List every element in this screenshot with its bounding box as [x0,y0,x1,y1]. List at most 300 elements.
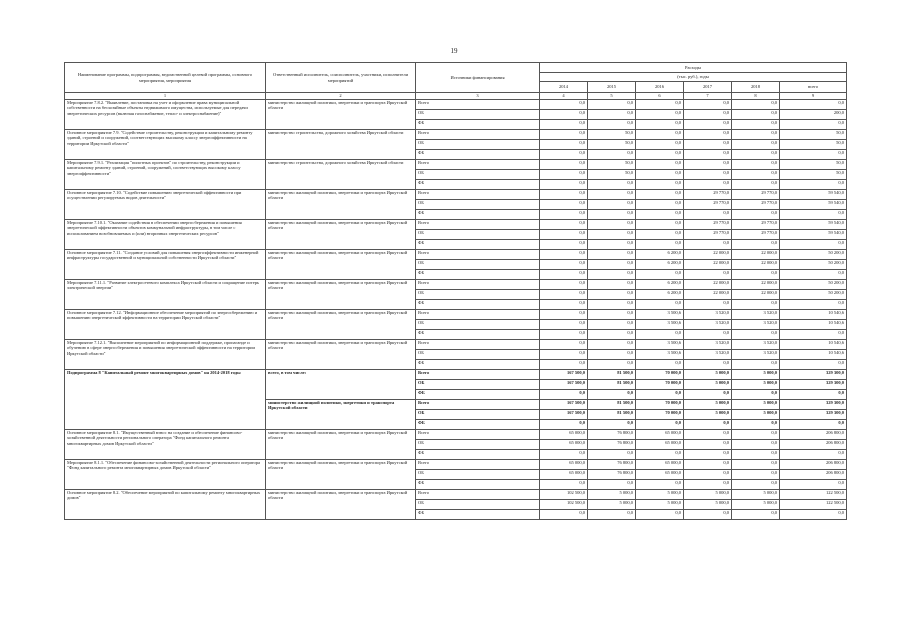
executor-name: министерство жилищной политики, энергетики и транспорта Иркутской области [266,280,416,310]
amount-cell: 0,0 [540,120,588,130]
table-row [65,370,847,380]
amount-cell: 0,0 [684,170,732,180]
funding-source: ОБ [416,140,540,150]
amount-cell: 70 000,0 [636,370,684,380]
amount-cell: 0,0 [588,510,636,520]
amount-cell: 76 800,0 [588,460,636,470]
amount-cell: 0,0 [540,100,588,110]
column-number: 1 [65,93,266,100]
funding-source: Всего [416,100,540,110]
funding-source: ФБ [416,510,540,520]
amount-cell: 0,0 [780,150,847,160]
header-year: 2014 [540,82,588,93]
amount-cell: 5 000,0 [732,400,780,410]
amount-cell: 0,0 [636,220,684,230]
amount-cell: 0,0 [540,140,588,150]
amount-cell: 65 000,0 [540,460,588,470]
amount-cell: 0,0 [636,510,684,520]
amount-cell: 0,0 [732,430,780,440]
amount-cell: 0,0 [540,300,588,310]
program-name: Мероприятие 7.8.2. "Выявление, постановка на учет и оформление права муниципальной собственности на бесхозяйные объекты недвижимого имущества, используемые для передачи энергетических ресурсов (включая газоснабжение, тепло- и электроснабжение)" [65,100,266,130]
amount-cell: 0,0 [588,240,636,250]
amount-cell: 0,0 [588,360,636,370]
financing-table [64,62,847,520]
amount-cell: 0,0 [588,270,636,280]
amount-cell: 206 800,0 [780,440,847,450]
amount-cell: 5 000,0 [732,380,780,390]
executor-name: министерство жилищной политики, энергетики и транспорта Иркутской области [266,430,416,460]
amount-cell: 0,0 [684,390,732,400]
amount-cell: 0,0 [588,450,636,460]
amount-cell: 0,0 [540,510,588,520]
header-year: 2017 [684,82,732,93]
page-number: 19 [450,47,458,55]
amount-cell: 5 000,0 [732,370,780,380]
amount-cell: 102 500,0 [540,500,588,510]
amount-cell: 0,0 [588,150,636,160]
amount-cell: 329 300,0 [780,400,847,410]
amount-cell: 0,0 [732,460,780,470]
amount-cell: 0,0 [684,150,732,160]
amount-cell: 0,0 [780,240,847,250]
program-name: Мероприятие 7.9.1. "Реализация "пилотных проектов" по строительству, реконструкции и капитальному ремонту зданий, строений, сооружений, соответствующих высокому классу энергоэффективности" [65,160,266,190]
program-name: Мероприятие 8.1.1. "Обеспечение финансово-хозяйственной деятельности регионального оператора "Фонд капитального ремонта многоквартирных домов Иркутской области" [65,460,266,490]
amount-cell: 206 800,0 [780,460,847,470]
amount-cell: 0,0 [540,320,588,330]
funding-source: Всего [416,370,540,380]
amount-cell: 81 500,0 [588,410,636,420]
funding-source: ОБ [416,260,540,270]
amount-cell: 5 000,0 [588,500,636,510]
amount-cell: 0,0 [636,200,684,210]
amount-cell: 0,0 [732,330,780,340]
amount-cell: 0,0 [684,470,732,480]
funding-source: Всего [416,490,540,500]
amount-cell: 0,0 [588,350,636,360]
amount-cell: 10 540,6 [780,310,847,320]
amount-cell: 0,0 [588,210,636,220]
amount-cell: 0,0 [588,420,636,430]
amount-cell: 0,0 [684,420,732,430]
amount-cell: 0,0 [588,220,636,230]
amount-cell: 0,0 [540,160,588,170]
amount-cell: 0,0 [684,480,732,490]
amount-cell: 0,0 [636,240,684,250]
amount-cell: 0,0 [588,100,636,110]
amount-cell: 29 770,0 [732,190,780,200]
amount-cell: 29 770,0 [732,200,780,210]
table-row [65,250,847,260]
amount-cell: 3 520,0 [732,310,780,320]
amount-cell: 0,0 [588,120,636,130]
funding-source: Всего [416,190,540,200]
funding-source: ОБ [416,170,540,180]
amount-cell: 0,0 [588,180,636,190]
amount-cell: 65 000,0 [636,460,684,470]
amount-cell: 0,0 [732,180,780,190]
amount-cell: 0,0 [684,110,732,120]
column-number: 5 [588,93,636,100]
amount-cell: 0,0 [780,360,847,370]
amount-cell: 0,0 [732,120,780,130]
amount-cell: 0,0 [732,510,780,520]
amount-cell: 0,0 [540,180,588,190]
amount-cell: 167 500,0 [540,410,588,420]
amount-cell: 0,0 [540,230,588,240]
amount-cell: 0,0 [540,240,588,250]
amount-cell: 59 540,0 [780,200,847,210]
amount-cell: 0,0 [780,480,847,490]
amount-cell: 0,0 [684,330,732,340]
header-year: 2015 [588,82,636,93]
amount-cell: 0,0 [732,210,780,220]
amount-cell: 0,0 [684,440,732,450]
amount-cell: 329 300,0 [780,380,847,390]
amount-cell: 0,0 [588,310,636,320]
header-program: Наименование программы, подпрограммы, ведомственной целевой программы, основного мероприятия, мероприятия [65,63,266,93]
amount-cell: 29 770,0 [732,230,780,240]
funding-source: ОБ [416,110,540,120]
amount-cell: 50,0 [780,160,847,170]
amount-cell: 0,0 [636,270,684,280]
amount-cell: 59 540,0 [780,230,847,240]
amount-cell: 50 200,0 [780,250,847,260]
amount-cell: 206 800,0 [780,470,847,480]
amount-cell: 0,0 [540,280,588,290]
executor-name: министерство строительства, дорожного хозяйства Иркутской области [266,130,416,160]
amount-cell: 0,0 [732,480,780,490]
amount-cell: 167 500,0 [540,370,588,380]
amount-cell: 0,0 [684,300,732,310]
column-number: 7 [684,93,732,100]
amount-cell: 10 540,6 [780,350,847,360]
amount-cell: 22 000,0 [684,280,732,290]
amount-cell: 0,0 [636,390,684,400]
amount-cell: 50,0 [780,170,847,180]
funding-source: ФБ [416,150,540,160]
amount-cell: 50,0 [780,130,847,140]
amount-cell: 0,0 [732,270,780,280]
funding-source: ФБ [416,420,540,430]
amount-cell: 29 770,0 [684,230,732,240]
table-row [65,100,847,110]
amount-cell: 0,0 [540,210,588,220]
amount-cell: 0,0 [540,350,588,360]
funding-source: ФБ [416,450,540,460]
table-header [65,63,847,100]
amount-cell: 0,0 [588,320,636,330]
amount-cell: 50,0 [780,140,847,150]
program-name: Основное мероприятие 8.2. "Обеспечение мероприятий по капитальному ремонту многоквартирных домов" [65,490,266,520]
amount-cell: 0,0 [540,390,588,400]
amount-cell: 0,0 [540,340,588,350]
amount-cell: 0,0 [780,100,847,110]
amount-cell: 0,0 [684,450,732,460]
amount-cell: 0,0 [732,440,780,450]
program-name: Основное мероприятие 7.9. "Содействие строительству, реконструкции и капитальному ремонту зданий, строений и сооружений, соответствующих высокому классу энергоэффективности на территории Иркутской области" [65,130,266,160]
amount-cell: 0,0 [636,140,684,150]
amount-cell: 0,0 [540,170,588,180]
table-row [65,280,847,290]
header-year: 2016 [636,82,684,93]
amount-cell: 0,0 [684,270,732,280]
amount-cell: 0,0 [780,180,847,190]
funding-source: ОБ [416,440,540,450]
amount-cell: 0,0 [588,230,636,240]
amount-cell: 0,0 [684,360,732,370]
funding-source: Всего [416,160,540,170]
amount-cell: 29 770,0 [684,190,732,200]
amount-cell: 0,0 [684,160,732,170]
funding-source: ФБ [416,120,540,130]
amount-cell: 0,0 [684,430,732,440]
amount-cell: 76 800,0 [588,440,636,450]
amount-cell: 0,0 [540,310,588,320]
amount-cell: 0,0 [636,130,684,140]
amount-cell: 59 540,0 [780,220,847,230]
amount-cell: 65 000,0 [636,430,684,440]
column-number: 4 [540,93,588,100]
amount-cell: 76 800,0 [588,470,636,480]
amount-cell: 0,0 [732,150,780,160]
executor-name: министерство жилищной политики, энергетики и транспорта Иркутской области [266,100,416,130]
amount-cell: 0,0 [540,330,588,340]
amount-cell: 0,0 [684,240,732,250]
amount-cell: 0,0 [540,260,588,270]
amount-cell: 0,0 [732,160,780,170]
column-number: 6 [636,93,684,100]
amount-cell: 59 540,0 [780,190,847,200]
amount-cell: 0,0 [636,180,684,190]
amount-cell: 0,0 [636,100,684,110]
funding-source: ОБ [416,290,540,300]
amount-cell: 6 200,0 [636,250,684,260]
amount-cell: 167 500,0 [540,380,588,390]
amount-cell: 0,0 [588,250,636,260]
amount-cell: 122 500,0 [780,500,847,510]
funding-source: Всего [416,340,540,350]
table-row [65,220,847,230]
amount-cell: 65 000,0 [636,440,684,450]
amount-cell: 0,0 [540,480,588,490]
amount-cell: 0,0 [732,130,780,140]
amount-cell: 3 520,0 [732,350,780,360]
amount-cell: 3 500,6 [636,310,684,320]
amount-cell: 0,0 [636,300,684,310]
amount-cell: 0,0 [540,200,588,210]
amount-cell: 0,0 [588,300,636,310]
amount-cell: 0,0 [780,120,847,130]
amount-cell: 200,0 [780,110,847,120]
amount-cell: 76 800,0 [588,430,636,440]
executor-name: всего, в том числе: [266,370,416,400]
amount-cell: 22 000,0 [732,250,780,260]
amount-cell: 22 000,0 [732,280,780,290]
executor-name: министерство жилищной политики, энергетики и транспорта Иркутской области [266,460,416,490]
program-name: Подпрограмма 8 "Капитальный ремонт многоквартирных домов" на 2014-2018 годы [65,370,266,430]
amount-cell: 0,0 [636,210,684,220]
amount-cell: 5 000,0 [684,400,732,410]
amount-cell: 0,0 [684,120,732,130]
header-source: Источники финансирования [416,63,540,93]
funding-source: ФБ [416,360,540,370]
amount-cell: 0,0 [540,270,588,280]
table-body [65,100,847,520]
amount-cell: 0,0 [588,260,636,270]
header-units: (тыс. руб.), годы [540,73,847,82]
table-row [65,490,847,500]
amount-cell: 50,0 [588,170,636,180]
amount-cell: 0,0 [588,480,636,490]
funding-source: ФБ [416,330,540,340]
executor-name: министерство жилищной политики, энергетики и транспорта Иркутской области [266,220,416,250]
amount-cell: 0,0 [588,330,636,340]
funding-source: Всего [416,280,540,290]
amount-cell: 329 300,0 [780,370,847,380]
amount-cell: 0,0 [636,360,684,370]
amount-cell: 0,0 [588,340,636,350]
table-row [65,460,847,470]
table-row [65,310,847,320]
amount-cell: 0,0 [780,420,847,430]
amount-cell: 0,0 [636,150,684,160]
amount-cell: 81 500,0 [588,380,636,390]
executor-name: министерство жилищной политики, энергетики и транспорта Иркутской области [266,190,416,220]
funding-source: ОБ [416,500,540,510]
funding-source: ФБ [416,210,540,220]
program-name: Мероприятие 7.11.1. "Развитие электросетевого комплекса Иркутской области и сокращение потерь электрической энергии" [65,280,266,310]
amount-cell: 0,0 [636,160,684,170]
amount-cell: 0,0 [540,220,588,230]
amount-cell: 29 770,0 [732,220,780,230]
amount-cell: 0,0 [732,170,780,180]
amount-cell: 3 520,0 [684,310,732,320]
amount-cell: 0,0 [780,270,847,280]
amount-cell: 5 000,0 [732,410,780,420]
column-number: 8 [732,93,780,100]
amount-cell: 0,0 [540,360,588,370]
amount-cell: 0,0 [540,250,588,260]
funding-source: ОБ [416,380,540,390]
amount-cell: 50,0 [588,140,636,150]
amount-cell: 22 000,0 [732,290,780,300]
amount-cell: 22 000,0 [684,260,732,270]
amount-cell: 6 200,0 [636,280,684,290]
amount-cell: 65 000,0 [540,470,588,480]
amount-cell: 81 500,0 [588,400,636,410]
amount-cell: 102 500,0 [540,490,588,500]
amount-cell: 0,0 [540,110,588,120]
header-expenses: Расходы [540,63,847,73]
amount-cell: 0,0 [588,280,636,290]
amount-cell: 3 520,0 [684,340,732,350]
amount-cell: 0,0 [636,330,684,340]
funding-source: ОБ [416,320,540,330]
amount-cell: 0,0 [732,240,780,250]
amount-cell: 0,0 [780,510,847,520]
amount-cell: 3 500,6 [636,320,684,330]
amount-cell: 0,0 [636,480,684,490]
amount-cell: 0,0 [732,450,780,460]
funding-source: Всего [416,220,540,230]
amount-cell: 0,0 [636,120,684,130]
funding-source: ОБ [416,350,540,360]
funding-source: Всего [416,130,540,140]
amount-cell: 29 770,0 [684,200,732,210]
amount-cell: 50 200,0 [780,260,847,270]
executor-name: министерство жилищной политики, энергетики и транспорта Иркутской области [266,250,416,280]
amount-cell: 0,0 [732,360,780,370]
amount-cell: 0,0 [780,300,847,310]
amount-cell: 0,0 [780,330,847,340]
amount-cell: 50 200,0 [780,290,847,300]
amount-cell: 6 200,0 [636,290,684,300]
table-row [65,190,847,200]
amount-cell: 3 520,0 [732,320,780,330]
amount-cell: 0,0 [540,130,588,140]
executor-name: министерство жилищной политики, энергетики и транспорта Иркутской области [266,310,416,340]
amount-cell: 10 540,6 [780,320,847,330]
amount-cell: 0,0 [636,190,684,200]
amount-cell: 0,0 [636,450,684,460]
amount-cell: 0,0 [540,450,588,460]
amount-cell: 70 000,0 [636,380,684,390]
amount-cell: 0,0 [636,110,684,120]
program-name: Основное мероприятие 7.12. "Информационное обеспечение мероприятий по энергосбережению и повышению энергетической эффективности на территории Иркутской области" [65,310,266,340]
amount-cell: 0,0 [540,420,588,430]
amount-cell: 5 000,0 [636,500,684,510]
amount-cell: 65 000,0 [540,440,588,450]
program-name: Мероприятие 7.10.1. "Оказание содействия в обеспечении энергосбережения и повышения энергетической эффективности объектов коммунальной инфраструктуры, в том числе с использованием возобновляемых и (или) вторичных энергетических ресурсов" [65,220,266,250]
program-name: Мероприятие 7.12.1. "Выполнение мероприятий по информационной поддержке, пропаганде и обучению в сфере энергосбережения и повышения энергетической эффективности на территории Иркутской области" [65,340,266,370]
amount-cell: 0,0 [732,300,780,310]
program-name: Основное мероприятие 8.1. "Имущественный взнос на создание и обеспечение финансово-хозяйственной деятельности регионального оператора "Фонд капитального ремонта многоквартирных домов Иркутской области" [65,430,266,460]
amount-cell: 22 000,0 [732,260,780,270]
amount-cell: 5 000,0 [732,500,780,510]
funding-source: Всего [416,250,540,260]
table-row [65,340,847,350]
amount-cell: 0,0 [636,230,684,240]
funding-source: ОБ [416,470,540,480]
amount-cell: 0,0 [684,130,732,140]
amount-cell: 0,0 [732,140,780,150]
funding-source: ОБ [416,410,540,420]
executor-name: министерство жилищной политики, энергетики и транспорта Иркутской области [266,340,416,370]
amount-cell: 5 000,0 [684,410,732,420]
amount-cell: 3 520,0 [732,340,780,350]
funding-source: ФБ [416,240,540,250]
amount-cell: 0,0 [780,390,847,400]
table-row [65,430,847,440]
amount-cell: 65 000,0 [540,430,588,440]
amount-cell: 0,0 [780,210,847,220]
amount-cell: 10 540,6 [780,340,847,350]
executor-name: министерство жилищной политики, энергетики и транспорта Иркутской области [266,400,416,430]
amount-cell: 5 000,0 [636,490,684,500]
amount-cell: 0,0 [732,110,780,120]
amount-cell: 0,0 [684,100,732,110]
amount-cell: 0,0 [588,200,636,210]
amount-cell: 0,0 [684,210,732,220]
amount-cell: 5 000,0 [684,490,732,500]
funding-source: Всего [416,400,540,410]
amount-cell: 0,0 [684,140,732,150]
amount-cell: 0,0 [588,110,636,120]
amount-cell: 0,0 [540,150,588,160]
column-number: 9 [780,93,847,100]
funding-source: ФБ [416,300,540,310]
header-executor: Ответственный исполнитель, соисполнитель, участники, исполнители мероприятий [266,63,416,93]
